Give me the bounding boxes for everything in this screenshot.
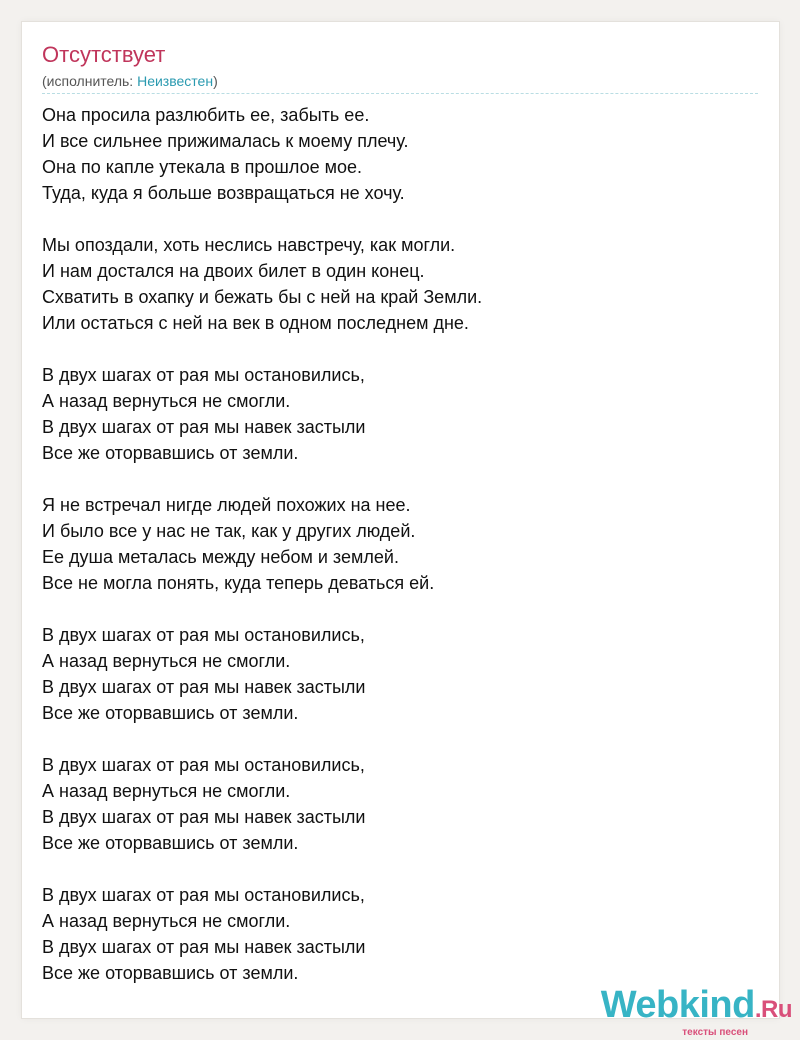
lyric-line: В двух шагах от рая мы остановились, bbox=[42, 625, 365, 645]
header-divider bbox=[42, 93, 758, 94]
lyric-line: В двух шагах от рая мы остановились, bbox=[42, 885, 365, 905]
lyric-line: Все же оторвавшись от земли. bbox=[42, 443, 299, 463]
lyric-line: В двух шагах от рая мы навек застыли bbox=[42, 937, 366, 957]
lyrics-stanza bbox=[42, 882, 758, 986]
lyric-line: А назад вернуться не смогли. bbox=[42, 911, 291, 931]
lyric-line: Все не могла понять, куда теперь деваться ей. bbox=[42, 573, 435, 593]
artist-prefix: (исполнитель: bbox=[42, 73, 138, 89]
lyric-line: А назад вернуться не смогли. bbox=[42, 651, 291, 671]
lyric-line: Ее душа металась между небом и землей. bbox=[42, 547, 399, 567]
lyric-line: Все же оторвавшись от земли. bbox=[42, 703, 299, 723]
lyrics-stanza bbox=[42, 362, 758, 466]
lyric-line: А назад вернуться не смогли. bbox=[42, 781, 291, 801]
lyric-line: Все же оторвавшись от земли. bbox=[42, 833, 299, 853]
lyrics-stanza bbox=[42, 492, 758, 596]
lyrics-stanza bbox=[42, 232, 758, 336]
song-title: Отсутствует bbox=[42, 42, 166, 67]
lyric-line: И нам достался на двоих билет в один конец. bbox=[42, 261, 425, 281]
lyric-line: Туда, куда я больше возвращаться не хочу. bbox=[42, 183, 405, 203]
lyric-line: Все же оторвавшись от земли. bbox=[42, 963, 299, 983]
logo-tagline: тексты песен bbox=[682, 1027, 748, 1038]
lyric-line: И все сильнее прижималась к моему плечу. bbox=[42, 131, 409, 151]
lyrics-stanza bbox=[42, 102, 758, 206]
lyrics-stanza bbox=[42, 622, 758, 726]
lyric-line: Я не встречал нигде людей похожих на нее. bbox=[42, 495, 411, 515]
lyric-line: Мы опоздали, хоть неслись навстречу, как могли. bbox=[42, 235, 456, 255]
artist-suffix: ) bbox=[213, 73, 218, 89]
artist-link[interactable]: Неизвестен bbox=[137, 73, 214, 89]
lyric-line: Она просила разлюбить ее, забыть ее. bbox=[42, 105, 370, 125]
lyric-line: В двух шагах от рая мы навек застыли bbox=[42, 677, 366, 697]
lyric-line: Схватить в охапку и бежать бы с ней на край Земли. bbox=[42, 287, 483, 307]
artist-line bbox=[42, 73, 218, 89]
lyric-line: Она по капле утекала в прошлое мое. bbox=[42, 157, 363, 177]
lyrics-sheet bbox=[22, 22, 779, 1018]
lyric-line: В двух шагах от рая мы остановились, bbox=[42, 365, 365, 385]
lyric-line: В двух шагах от рая мы навек застыли bbox=[42, 417, 366, 437]
lyric-line: А назад вернуться не смогли. bbox=[42, 391, 291, 411]
logo-brand: Webkind bbox=[600, 984, 755, 1026]
webkind-logo bbox=[601, 986, 792, 1039]
logo-tld: .Ru bbox=[754, 996, 792, 1023]
lyrics-body bbox=[42, 102, 758, 1012]
lyric-line: Или остаться с ней на век в одном последнем дне. bbox=[42, 313, 469, 333]
lyric-line: В двух шагах от рая мы навек застыли bbox=[42, 807, 366, 827]
lyrics-stanza bbox=[42, 752, 758, 856]
lyric-line: В двух шагах от рая мы остановились, bbox=[42, 755, 365, 775]
lyric-line: И было все у нас не так, как у других людей. bbox=[42, 521, 416, 541]
